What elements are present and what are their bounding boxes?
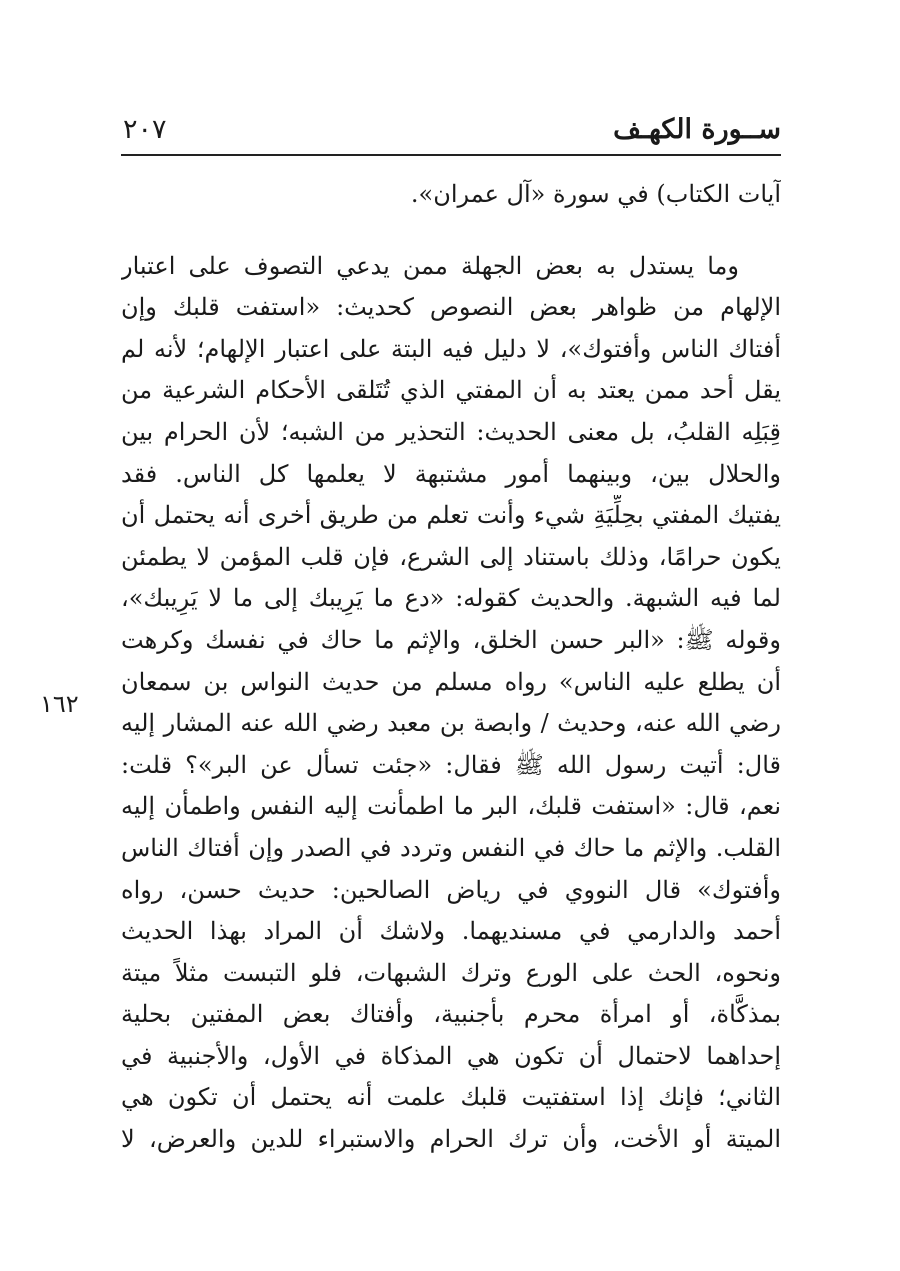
text-line: رضي الله عنه، وحديث / وابصة بن معبد رضي الله عنه المشار إليه xyxy=(121,709,781,738)
text-line: الثاني؛ فإنك إذا استفتيت قلبك علمت أنه يحتمل أن تكون هي xyxy=(121,1083,781,1112)
page-number: ٢٠٧ xyxy=(123,114,167,145)
text-line: نعم، قال: «استفت قلبك، البر ما اطمأنت إليه النفس واطمأن إليه xyxy=(121,792,781,821)
text-line: الإلهام من ظواهر بعض النصوص كحديث: «استفت قلبك وإن xyxy=(121,293,781,322)
margin-page-reference: ١٦٢ xyxy=(40,690,79,718)
paragraph-2 xyxy=(121,246,781,1161)
text-line: يقل أحد ممن يعتد به أن المفتي الذي تُتَلقى الأحكام الشرعية من xyxy=(121,376,781,405)
text-line: إحداهما لاحتمال أن تكون هي المذكاة في الأول، والأجنبية في xyxy=(121,1041,781,1070)
body-text xyxy=(121,174,781,1161)
text-line: يفتيك المفتي بحِلِّيَةِ شيء وأنت تعلم من طريق أخرى أنه يحتمل أن xyxy=(121,501,781,530)
text-line: أحمد والدارمي في مسنديهما. ولاشك أن المراد بهذا الحديث xyxy=(121,917,781,946)
text-line: قِبَلِه القلبُ، بل معنى الحديث: التحذير من الشبه؛ لأن الحرام بين xyxy=(121,417,781,446)
text-line: وقوله ﷺ: «البر حسن الخلق، والإثم ما حاك في نفسك وكرهت xyxy=(121,625,781,654)
text-line: والحلال بين، وبينهما أمور مشتبهة لا يعلمها كل الناس. فقد xyxy=(121,459,781,488)
text-line: يكون حرامًا، وذلك باستناد إلى الشرع، فإن قلب المؤمن لا يطمئن xyxy=(121,542,781,571)
text-line: قال: أتيت رسول الله ﷺ فقال: «جئت تسأل عن البر»؟ قلت: xyxy=(121,750,781,779)
text-line: آيات الكتاب) في سورة «آل عمران». xyxy=(410,180,781,208)
paragraph-1 xyxy=(121,174,781,216)
page-header xyxy=(121,108,781,156)
text-line: الميتة أو الأخت، وأن ترك الحرام والاستبراء للدين والعرض، لا xyxy=(121,1125,781,1154)
text-line: ونحوه، الحث على الورع وترك الشبهات، فلو التبست مثلاً ميتة xyxy=(121,958,781,987)
text-line: أن يطلع عليه الناس» رواه مسلم من حديث النواس بن سمعان xyxy=(121,667,781,696)
text-line: أفتاك الناس وأفتوك»، لا دليل فيه البتة على اعتبار الإلهام؛ لأنه لم xyxy=(121,334,781,363)
text-line: وما يستدل به بعض الجهلة ممن يدعي التصوف على اعتبار xyxy=(121,251,739,280)
text-line: لما فيه الشبهة. والحديث كقوله: «دع ما يَرِيبك إلى ما لا يَرِيبك»، xyxy=(121,584,781,613)
text-line: وأفتوك» قال النووي في رياض الصالحين: حديث حسن، رواه xyxy=(121,875,781,904)
running-title: ســورة الكهـف xyxy=(613,114,781,145)
text-line: القلب. والإثم ما حاك في النفس وتردد في الصدر وإن أفتاك الناس xyxy=(121,833,781,862)
text-line: بمذكَّاة، أو امرأة محرم بأجنبية، وأفتاك بعض المفتين بحلية xyxy=(121,1000,781,1029)
